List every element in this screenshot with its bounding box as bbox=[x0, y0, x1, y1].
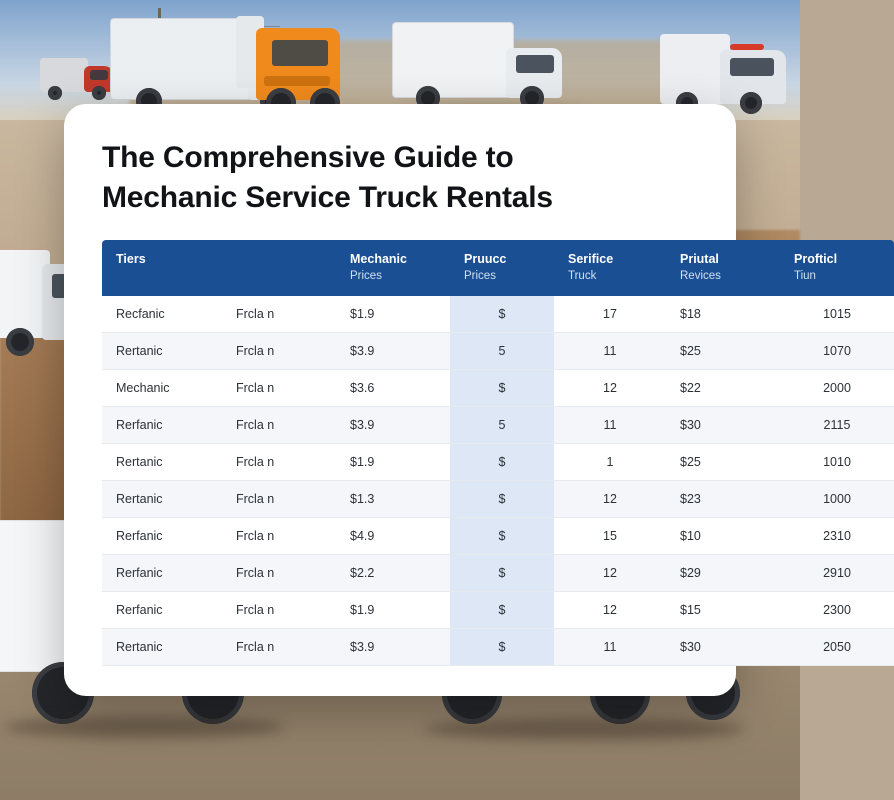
cell-service-truck: 12 bbox=[554, 481, 666, 518]
table-header bbox=[102, 240, 894, 296]
cell-secondary: Frcla n bbox=[222, 481, 336, 518]
cell-profticl-tiun: 2050 bbox=[780, 629, 894, 666]
cell-pruucc-price: $ bbox=[450, 555, 554, 592]
cell-service-truck: 1 bbox=[554, 444, 666, 481]
cell-priutal-revices: $25 bbox=[666, 444, 780, 481]
cell-tier: Rertanic bbox=[102, 444, 222, 481]
column-header-serifice-truck[interactable] bbox=[554, 240, 666, 296]
cell-secondary: Frcla n bbox=[222, 629, 336, 666]
cell-profticl-tiun: 2910 bbox=[780, 555, 894, 592]
cell-tier: Rertanic bbox=[102, 629, 222, 666]
table-row[interactable] bbox=[102, 555, 894, 592]
column-header-pruucc-prices[interactable] bbox=[450, 240, 554, 296]
cell-secondary: Frcla n bbox=[222, 518, 336, 555]
cell-pruucc-price: $ bbox=[450, 370, 554, 407]
table-row[interactable] bbox=[102, 333, 894, 370]
cell-pruucc-price: 5 bbox=[450, 407, 554, 444]
table-body bbox=[102, 296, 894, 666]
column-header-sub: Truck bbox=[568, 270, 597, 282]
cell-priutal-revices: $23 bbox=[666, 481, 780, 518]
table-row[interactable] bbox=[102, 518, 894, 555]
table-row[interactable] bbox=[102, 629, 894, 666]
table-row[interactable] bbox=[102, 481, 894, 518]
cell-priutal-revices: $25 bbox=[666, 333, 780, 370]
cell-priutal-revices: $10 bbox=[666, 518, 780, 555]
column-header-mechanic-prices[interactable] bbox=[336, 240, 450, 296]
cell-mechanic-price: $3.9 bbox=[336, 333, 450, 370]
column-header-sub: Revices bbox=[680, 270, 721, 282]
column-header-label: Pruucc bbox=[464, 252, 507, 266]
cell-mechanic-price: $2.2 bbox=[336, 555, 450, 592]
cell-mechanic-price: $3.9 bbox=[336, 629, 450, 666]
cell-mechanic-price: $4.9 bbox=[336, 518, 450, 555]
column-header-sub: Tiun bbox=[794, 270, 816, 282]
cell-service-truck: 12 bbox=[554, 370, 666, 407]
cell-tier: Mechanic bbox=[102, 370, 222, 407]
cell-service-truck: 12 bbox=[554, 555, 666, 592]
cell-priutal-revices: $29 bbox=[666, 555, 780, 592]
cell-mechanic-price: $1.3 bbox=[336, 481, 450, 518]
column-header-spacer bbox=[222, 240, 336, 296]
table-row[interactable] bbox=[102, 370, 894, 407]
cell-service-truck: 11 bbox=[554, 407, 666, 444]
pricing-table bbox=[102, 240, 894, 666]
cell-profticl-tiun: 1070 bbox=[780, 333, 894, 370]
cell-pruucc-price: $ bbox=[450, 592, 554, 629]
column-header-label: Serifice bbox=[568, 252, 614, 266]
column-header-profticl-tiun[interactable] bbox=[780, 240, 894, 296]
cell-pruucc-price: $ bbox=[450, 518, 554, 555]
column-header-sub: Prices bbox=[464, 270, 496, 282]
column-header-label: Mechanic bbox=[350, 252, 407, 266]
column-header-label: Profticl bbox=[794, 252, 838, 266]
cell-priutal-revices: $30 bbox=[666, 629, 780, 666]
table-row[interactable] bbox=[102, 444, 894, 481]
cell-tier: Rertanic bbox=[102, 333, 222, 370]
page-title-line2: Mechanic Service Truck Rentals bbox=[102, 181, 553, 214]
cell-profticl-tiun: 2300 bbox=[780, 592, 894, 629]
cell-pruucc-price: 5 bbox=[450, 333, 554, 370]
cell-secondary: Frcla n bbox=[222, 444, 336, 481]
cell-priutal-revices: $15 bbox=[666, 592, 780, 629]
content-card bbox=[64, 104, 851, 696]
cell-pruucc-price: $ bbox=[450, 629, 554, 666]
column-header-label: Tiers bbox=[116, 252, 146, 266]
cell-service-truck: 11 bbox=[554, 629, 666, 666]
cell-tier: Recfanic bbox=[102, 296, 222, 333]
table-row[interactable] bbox=[102, 407, 894, 444]
cell-secondary: Frcla n bbox=[222, 407, 336, 444]
cell-secondary: Frcla n bbox=[222, 333, 336, 370]
column-header-label: Priutal bbox=[680, 252, 719, 266]
table-row[interactable] bbox=[102, 296, 894, 333]
column-header-priutal-revices[interactable] bbox=[666, 240, 780, 296]
cell-profticl-tiun: 1015 bbox=[780, 296, 894, 333]
cell-service-truck: 17 bbox=[554, 296, 666, 333]
cell-service-truck: 12 bbox=[554, 592, 666, 629]
cell-tier: Rerfanic bbox=[102, 518, 222, 555]
column-header-sub: Prices bbox=[350, 270, 382, 282]
cell-profticl-tiun: 1000 bbox=[780, 481, 894, 518]
cell-pruucc-price: $ bbox=[450, 444, 554, 481]
cell-mechanic-price: $1.9 bbox=[336, 444, 450, 481]
cell-mechanic-price: $3.6 bbox=[336, 370, 450, 407]
page-title-line1: The Comprehensive Guide to bbox=[102, 141, 514, 174]
table-header-row bbox=[102, 240, 894, 296]
cell-pruucc-price: $ bbox=[450, 481, 554, 518]
cell-tier: Rertanic bbox=[102, 481, 222, 518]
cell-mechanic-price: $3.9 bbox=[336, 407, 450, 444]
cell-secondary: Frcla n bbox=[222, 296, 336, 333]
cell-profticl-tiun: 1010 bbox=[780, 444, 894, 481]
cell-profticl-tiun: 2310 bbox=[780, 518, 894, 555]
cell-priutal-revices: $22 bbox=[666, 370, 780, 407]
column-header-tiers[interactable] bbox=[102, 240, 222, 296]
cell-profticl-tiun: 2000 bbox=[780, 370, 894, 407]
cell-tier: Rerfanic bbox=[102, 407, 222, 444]
table-row[interactable] bbox=[102, 592, 894, 629]
cell-priutal-revices: $30 bbox=[666, 407, 780, 444]
cell-tier: Rerfanic bbox=[102, 555, 222, 592]
cell-secondary: Frcla n bbox=[222, 592, 336, 629]
cell-tier: Rerfanic bbox=[102, 592, 222, 629]
cell-profticl-tiun: 2115 bbox=[780, 407, 894, 444]
cell-service-truck: 11 bbox=[554, 333, 666, 370]
cell-secondary: Frcla n bbox=[222, 555, 336, 592]
cell-secondary: Frcla n bbox=[222, 370, 336, 407]
page-title bbox=[102, 138, 698, 218]
cell-service-truck: 15 bbox=[554, 518, 666, 555]
cell-priutal-revices: $18 bbox=[666, 296, 780, 333]
cell-mechanic-price: $1.9 bbox=[336, 296, 450, 333]
cell-mechanic-price: $1.9 bbox=[336, 592, 450, 629]
cell-pruucc-price: $ bbox=[450, 296, 554, 333]
